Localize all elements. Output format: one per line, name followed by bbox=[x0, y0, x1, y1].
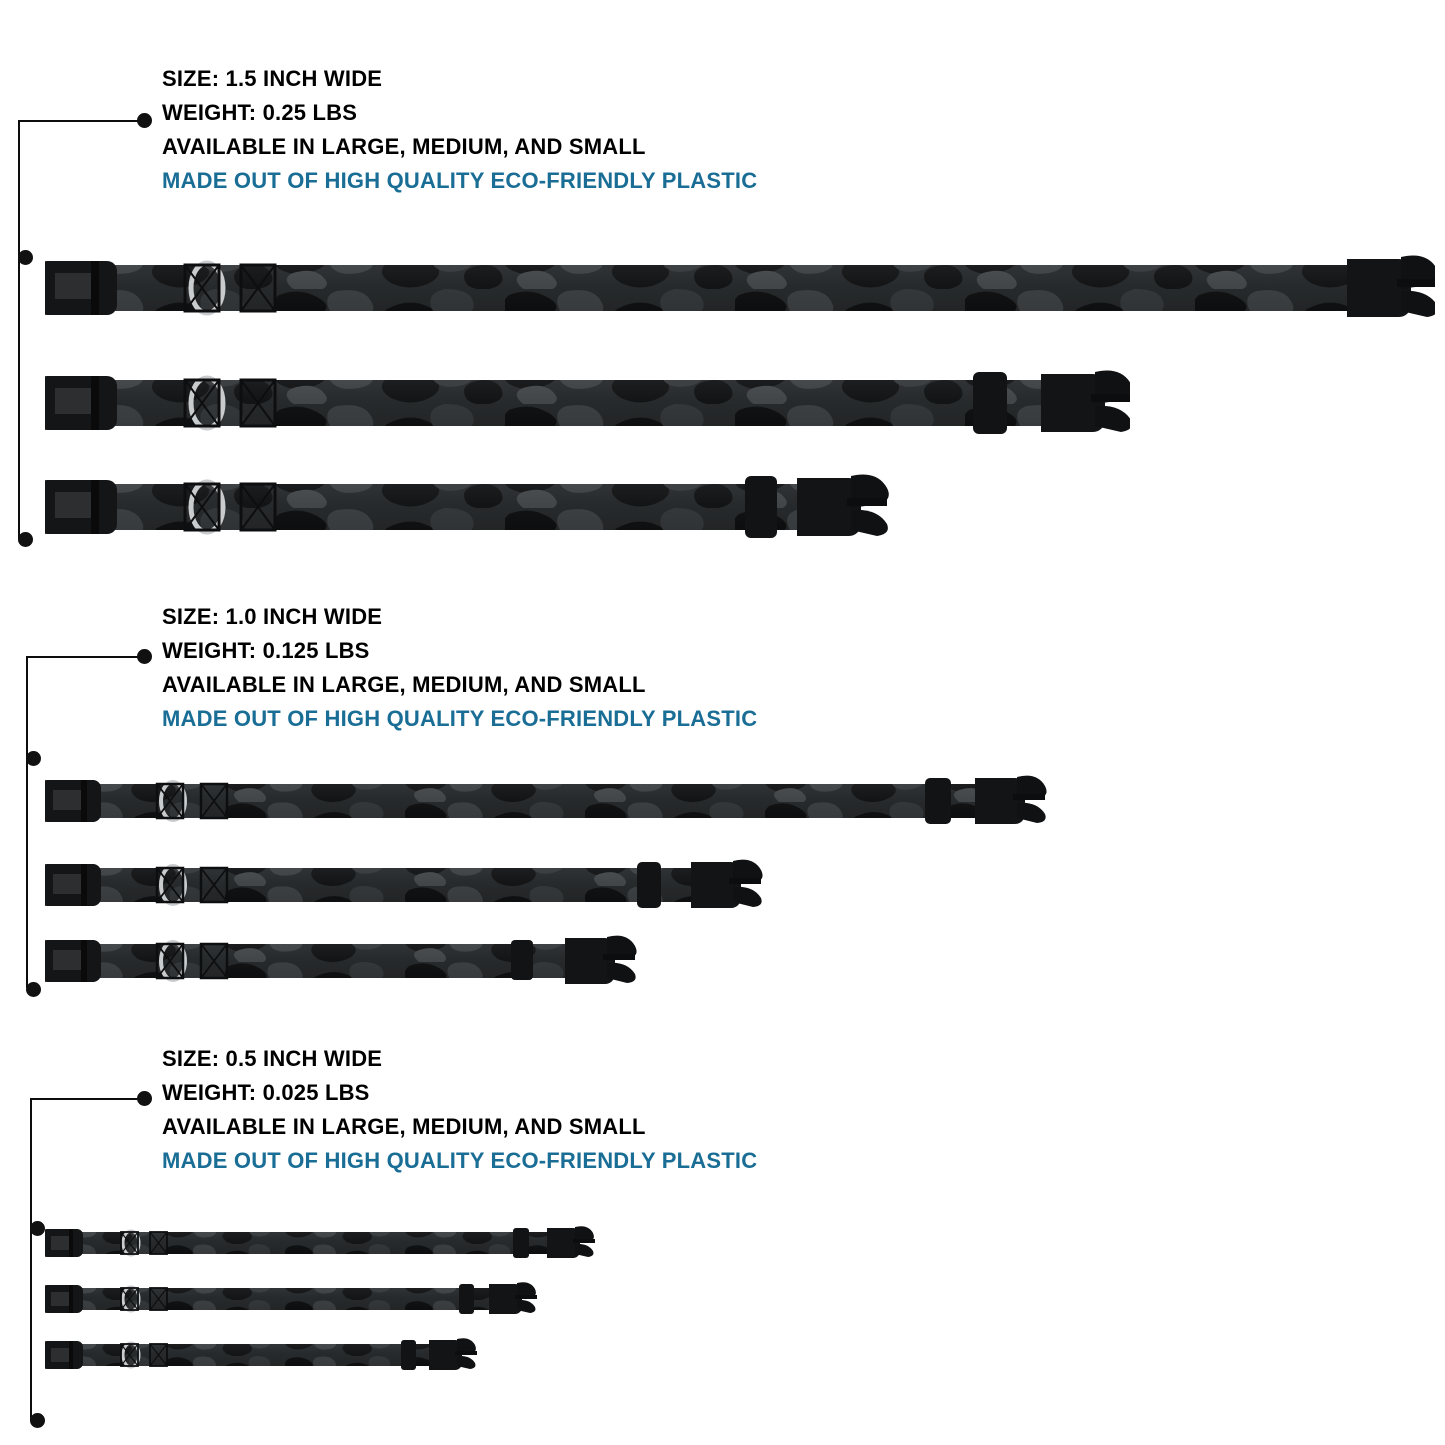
bracket-dot-icon bbox=[30, 1221, 45, 1236]
spec-block-0-5-inch bbox=[162, 1042, 757, 1178]
collar-0-5-inch-small bbox=[45, 1334, 495, 1382]
spec-line-weight: WEIGHT: 0.025 LBS bbox=[162, 1080, 370, 1106]
spec-line-material: MADE OUT OF HIGH QUALITY ECO-FRIENDLY PLASTIC bbox=[162, 1148, 758, 1174]
spec-line-size: SIZE: 1.0 INCH WIDE bbox=[162, 604, 383, 629]
leader-dot-icon bbox=[137, 113, 152, 128]
collar-1-0-inch-medium bbox=[45, 852, 815, 920]
spec-line-size: SIZE: 0.5 INCH WIDE bbox=[162, 1046, 383, 1071]
collar-1-5-inch-medium bbox=[45, 358, 1130, 448]
spec-line-availability: AVAILABLE IN LARGE, MEDIUM, AND SMALL bbox=[162, 672, 646, 698]
collar-1-5-inch-small bbox=[45, 462, 935, 552]
collar-0-5-inch-large bbox=[45, 1222, 615, 1270]
spec-line-availability: AVAILABLE IN LARGE, MEDIUM, AND SMALL bbox=[162, 134, 646, 160]
leader-dot-icon bbox=[137, 1091, 152, 1106]
bracket-dot-icon bbox=[26, 982, 41, 997]
spec-line-weight: WEIGHT: 0.125 LBS bbox=[162, 638, 370, 664]
spec-block-1-0-inch bbox=[162, 600, 757, 736]
collar-1-0-inch-large bbox=[45, 768, 1055, 836]
spec-line-size: SIZE: 1.5 INCH WIDE bbox=[162, 66, 383, 91]
spec-line-weight: WEIGHT: 0.25 LBS bbox=[162, 100, 358, 126]
bracket-dot-icon bbox=[18, 532, 33, 547]
bracket-dot-icon bbox=[18, 250, 33, 265]
bracket-dot-icon bbox=[26, 751, 41, 766]
spec-line-availability: AVAILABLE IN LARGE, MEDIUM, AND SMALL bbox=[162, 1114, 646, 1140]
leader-dot-icon bbox=[137, 649, 152, 664]
bracket-dot-icon bbox=[30, 1413, 45, 1428]
collar-1-0-inch-small bbox=[45, 928, 705, 996]
spec-block-1-5-inch bbox=[162, 62, 757, 198]
collar-1-5-inch-large bbox=[45, 243, 1435, 333]
collar-0-5-inch-medium bbox=[45, 1278, 555, 1326]
spec-line-material: MADE OUT OF HIGH QUALITY ECO-FRIENDLY PLASTIC bbox=[162, 168, 758, 194]
spec-line-material: MADE OUT OF HIGH QUALITY ECO-FRIENDLY PLASTIC bbox=[162, 706, 758, 732]
